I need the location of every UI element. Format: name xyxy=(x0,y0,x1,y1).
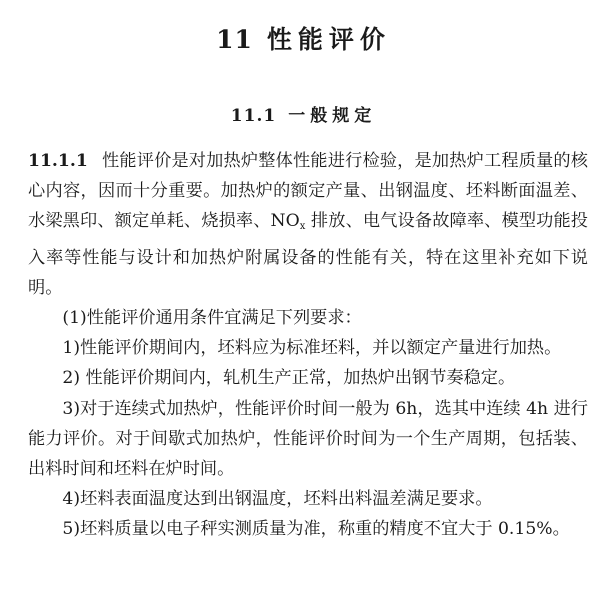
clause-intro xyxy=(28,146,588,303)
section-title: 一般规定 xyxy=(288,106,377,126)
clause-intro-text-a: 性能评价是对加热炉整体性能进行检验，是加热炉工程质量的核心内容，因而十分重要。加热炉的额定产量、出钢温度、坯料断面温差、水梁黑印、额定单耗、烧损率、NO xyxy=(28,151,588,232)
section-heading xyxy=(0,103,607,129)
clause-number: 11.1.1 xyxy=(28,151,88,171)
list-item-4: 4)坯料表面温度达到出钢温度，坯料出料温差满足要求。 xyxy=(62,489,493,510)
clause-body xyxy=(28,146,588,545)
chapter-number: 11 xyxy=(216,25,253,54)
nox-subscript: x xyxy=(299,221,306,233)
clause-intro-text-b: 排放、电气设备故障率、模型功能投入率等性能与设计和加热炉附属设备的性能有关，特在这里补充如下说明。 xyxy=(28,211,588,298)
list-item-2: 2) 性能评价期间内，轧机生产正常，加热炉出钢节奏稳定。 xyxy=(62,368,516,389)
sub-heading: (1)性能评价通用条件宜满足下列要求： xyxy=(62,308,362,329)
list-item-5: 5)坯料质量以电子秤实测质量为准，称重的精度不宜大于 0.15%。 xyxy=(62,519,570,540)
chapter-title: 性能评价 xyxy=(266,25,391,54)
list-item-3: 3)对于连续式加热炉，性能评价时间一般为 6h，选其中连续 4h 进行能力评价。对于间歇式加热炉，性能评价时间为一个生产周期，包括装、出料时间和坯料在炉时间。 xyxy=(28,398,588,480)
list-item-1: 1)性能评价期间内，坯料应为标准坯料，并以额定产量进行加热。 xyxy=(62,338,562,359)
section-number: 11.1 xyxy=(230,106,277,126)
chapter-heading xyxy=(0,22,607,58)
